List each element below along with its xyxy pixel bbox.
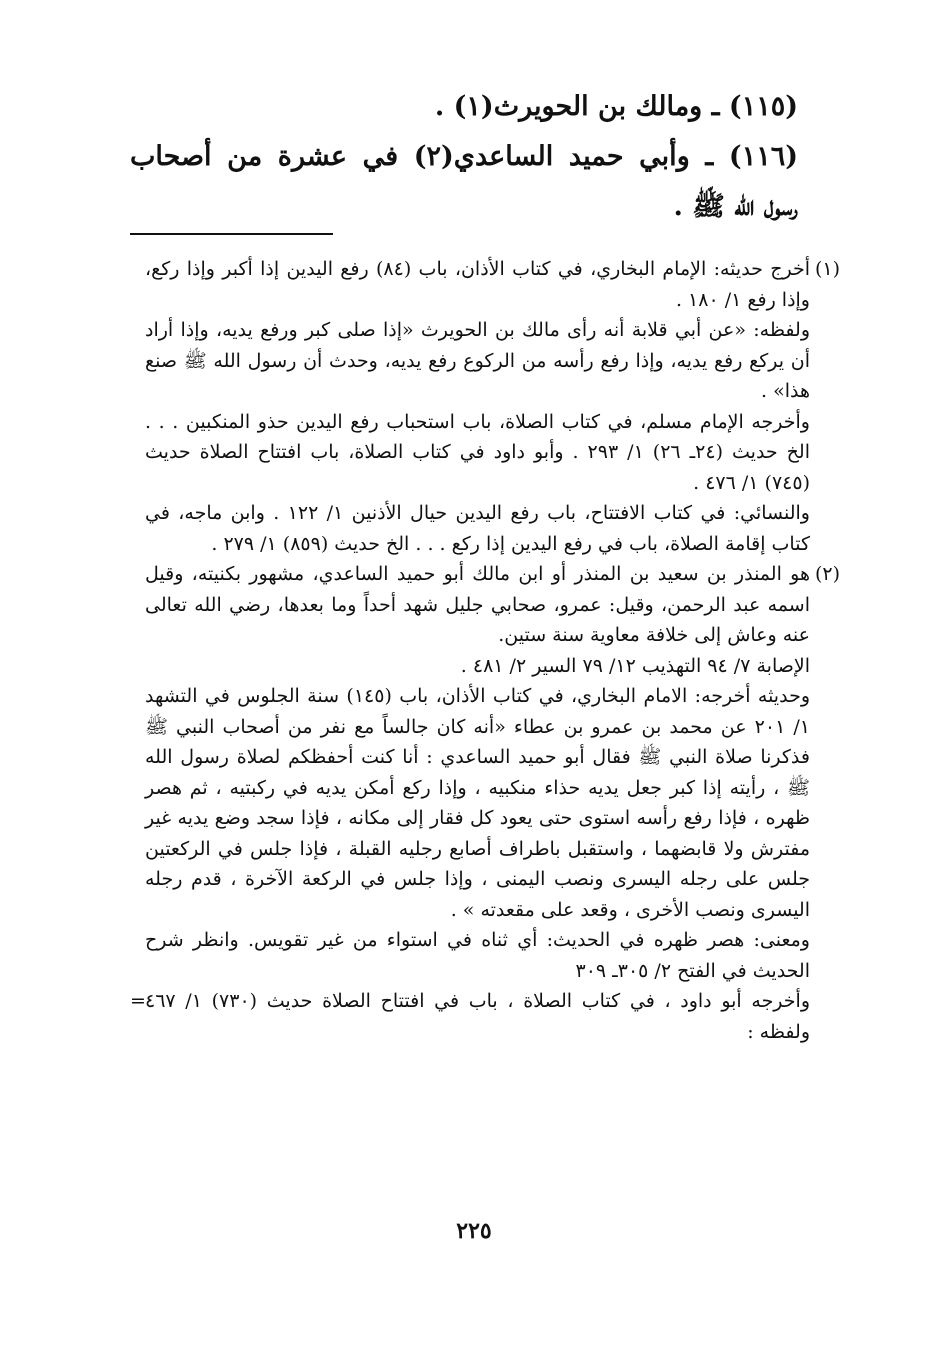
footnote-paragraph [130, 986, 810, 1047]
continuation-mark: = [130, 990, 146, 1012]
main-text [130, 82, 798, 232]
footnote-paragraph: ومعنى: هصر ظهره في الحديث: أي ثناه في استواء من غير تقويس. وانظر شرح الحديث في الفتح ٢/ ٣٠٥ـ ٣٠٩ [145, 929, 810, 982]
footnote-paragraph: والنسائي: في كتاب الافتتاح، باب رفع اليدين حيال الأذنين ١/ ١٢٢ . وابن ماجه، في كتاب إقامة الصلاة، باب في رفع اليدين إذا ركع . . . الخ حديث (٨٥٩) ١/ ٢٧٩ . [145, 502, 810, 555]
footnote-paragraph: هو المنذر بن سعيد بن المنذر أو ابن مالك أبو حميد الساعدي، مشهور بكنيته، وقيل اسمه عبد الرحمن، وقيل: عمرو، صحابي جليل شهد أحداً وما بعدها، رضي الله تعالى عنه وعاش إلى خلافة معاوية سنة ستين. [145, 563, 810, 646]
footnote-paragraph: ولفظه: «عن أبي قلابة أنه رأى مالك بن الحويرث «إذا صلى كبر ورفع يديه، وإذا أراد أن يركع رفع يديه، وإذا رفع رأسه من الركوع رفع يديه، وحدث أن رسول الله ﷺ صنع هذا» . [145, 319, 810, 402]
footnote-number: (٢) [814, 563, 840, 585]
footnote-number: (١) [814, 258, 840, 280]
footnote-paragraph: الإصابة ٧/ ٩٤ التهذيب ١٢/ ٧٩ السير ٢/ ٤٨١ . [460, 654, 810, 677]
footnote-paragraph-text: وأخرجه أبو داود ، في كتاب الصلاة ، باب في افتتاح الصلاة حديث (٧٣٠) ١/ ٤٦٧ ولفظه : [145, 990, 810, 1043]
footnote-paragraph: وأخرجه الإمام مسلم، في كتاب الصلاة، باب استحباب رفع اليدين حذو المنكبين . . . الخ حديث (٢٤ـ ٢٦) ١/ ٢٩٣ . وأبو داود في كتاب الصلاة، باب افتتاح الصلاة حديث (٧٤٥) ١/ ٤٧٦ . [145, 410, 810, 494]
main-line-115: (١١٥) ـ ومالك بن الحويرث(١) . [434, 91, 798, 122]
footnote-paragraph: أخرج حديثه: الإمام البخاري، في كتاب الأذان، باب (٨٤) رفع اليدين إذا أكبر وإذا ركع، وإذا رفع ١/ ١٨٠ . [145, 258, 810, 311]
footnote-separator [130, 233, 333, 235]
footnote-paragraph: وحديثه أخرجه: الامام البخاري، في كتاب الأذان، باب (١٤٥) سنة الجلوس في التشهد ١/ ٢٠١ عن محمد بن عمرو بن عطاء «أنه كان جالساً مع نفر من أصحاب النبي ﷺ فذكرنا صلاة النبي ﷺ فقال أبو حميد الساعدي : أنا كنت أحفظكم لصلاة رسول الله ﷺ ، رأيته إذا كبر جعل يديه حذاء منكبيه ، وإذا ركع أمكن يديه في ركبتيه ، ثم هصر ظهره ، فإذا رفع رأسه استوى حتى يعود كل فقار إلى مكانه ، فإذا سجد وضع يديه غير مفترش ولا قابضهما ، واستقبل باطراف أصابع رجليه القبلة ، فإذا جلس في الركعتين جلس على رجله اليسرى ونصب اليمنى ، وإذا جلس في الركعة الآخرة ، قدم رجله اليسرى ونصب الأخرى ، وقعد على مقعدته » . [145, 685, 810, 921]
footnote-2 [130, 559, 840, 1047]
main-line-116: (١١٦) ـ وأبي حميد الساعدي(٢) في عشرة من أصحاب [130, 141, 798, 172]
footnotes [130, 254, 840, 1047]
main-line-116-cont: رسول الله ﷺ . [673, 191, 798, 222]
footnote-1 [145, 254, 840, 559]
page-number: ٢٢٥ [456, 1218, 492, 1244]
